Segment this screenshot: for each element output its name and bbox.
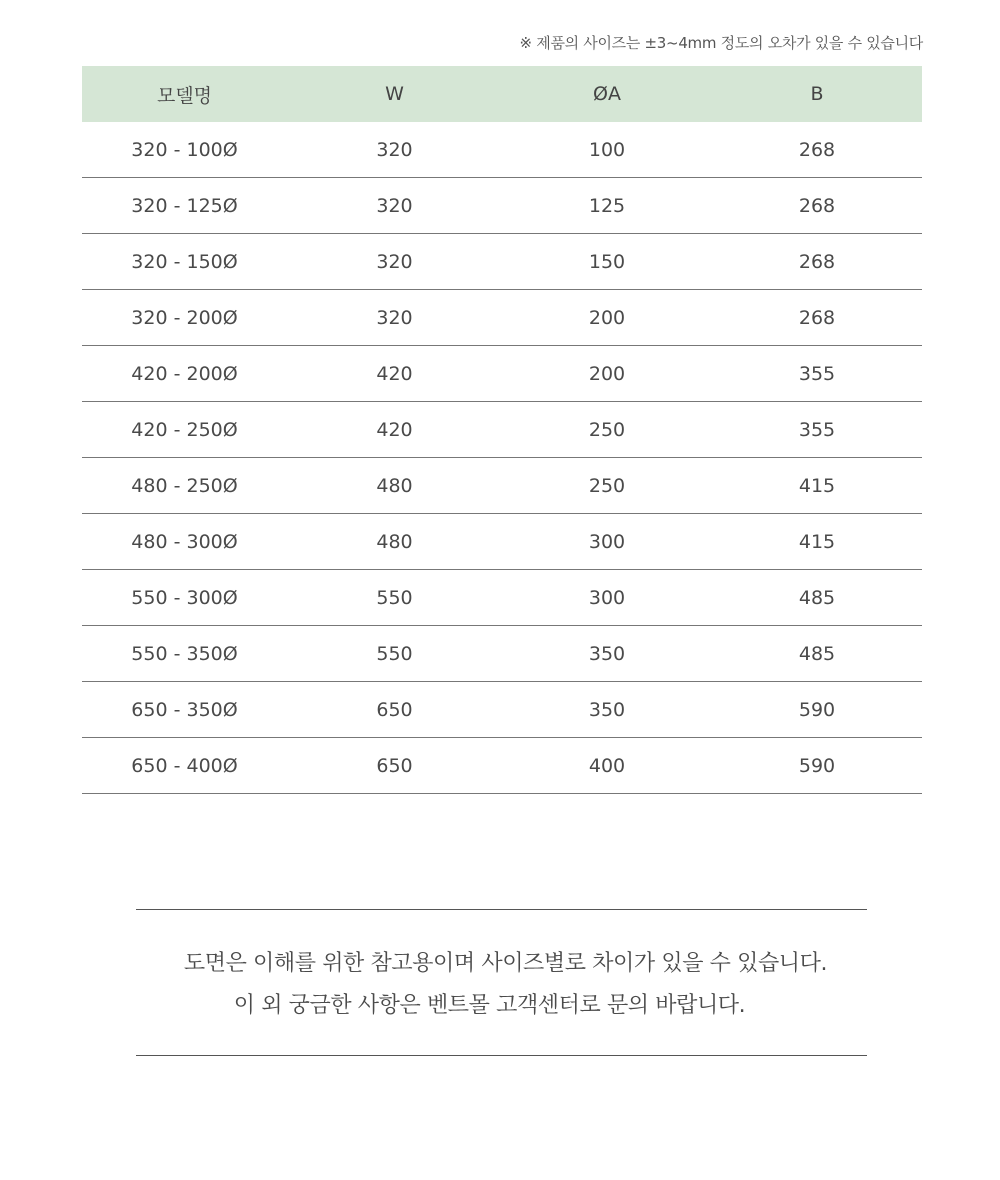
cell-model: 320 - 125Ø — [82, 178, 287, 234]
cell-b: 268 — [712, 178, 922, 234]
cell-a: 250 — [502, 458, 712, 514]
cell-a: 200 — [502, 290, 712, 346]
cell-w: 480 — [287, 514, 502, 570]
cell-model: 480 - 250Ø — [82, 458, 287, 514]
cell-a: 125 — [502, 178, 712, 234]
cell-model: 650 - 400Ø — [82, 738, 287, 794]
cell-b: 268 — [712, 290, 922, 346]
cell-a: 250 — [502, 402, 712, 458]
cell-a: 350 — [502, 626, 712, 682]
table-row — [82, 122, 922, 178]
table-row — [82, 402, 922, 458]
cell-w: 320 — [287, 290, 502, 346]
cell-model: 420 - 250Ø — [82, 402, 287, 458]
cell-b: 485 — [712, 626, 922, 682]
cell-a: 150 — [502, 234, 712, 290]
cell-b: 355 — [712, 402, 922, 458]
table-row — [82, 346, 922, 402]
notice-divider-bottom — [136, 1055, 867, 1056]
cell-b: 415 — [712, 514, 922, 570]
column-header-w: W — [287, 66, 502, 122]
cell-model: 550 - 300Ø — [82, 570, 287, 626]
table-row — [82, 570, 922, 626]
cell-w: 650 — [287, 738, 502, 794]
cell-b: 485 — [712, 570, 922, 626]
table-row — [82, 626, 922, 682]
cell-model: 650 - 350Ø — [82, 682, 287, 738]
notice-line-2: 이 외 궁금한 사항은 벤트몰 고객센터로 문의 바랍니다. — [233, 993, 746, 1018]
table-row — [82, 514, 922, 570]
column-header-b: B — [712, 66, 922, 122]
cell-b: 590 — [712, 682, 922, 738]
cell-b: 355 — [712, 346, 922, 402]
table-row — [82, 178, 922, 234]
cell-b: 268 — [712, 122, 922, 178]
cell-model: 420 - 200Ø — [82, 346, 287, 402]
cell-w: 420 — [287, 346, 502, 402]
spec-table — [82, 66, 922, 794]
cell-b: 268 — [712, 234, 922, 290]
cell-b: 590 — [712, 738, 922, 794]
cell-w: 320 — [287, 178, 502, 234]
cell-a: 300 — [502, 514, 712, 570]
table-row — [82, 234, 922, 290]
cell-model: 550 - 350Ø — [82, 626, 287, 682]
cell-a: 100 — [502, 122, 712, 178]
cell-w: 420 — [287, 402, 502, 458]
column-header-a: ØA — [502, 66, 712, 122]
column-header-model: 모델명 — [82, 66, 287, 122]
cell-w: 320 — [287, 122, 502, 178]
cell-a: 300 — [502, 570, 712, 626]
table-row — [82, 458, 922, 514]
cell-model: 480 - 300Ø — [82, 514, 287, 570]
spec-table-body — [82, 122, 922, 794]
cell-model: 320 - 150Ø — [82, 234, 287, 290]
cell-w: 480 — [287, 458, 502, 514]
notice-line-1: 도면은 이해를 위한 참고용이며 사이즈별로 차이가 있을 수 있습니다. — [183, 951, 828, 976]
cell-model: 320 - 200Ø — [82, 290, 287, 346]
cell-a: 400 — [502, 738, 712, 794]
cell-b: 415 — [712, 458, 922, 514]
table-row — [82, 738, 922, 794]
table-row — [82, 290, 922, 346]
cell-w: 320 — [287, 234, 502, 290]
size-tolerance-note: ※ 제품의 사이즈는 ±3~4mm 정도의 오차가 있을 수 있습니다 — [519, 34, 923, 52]
cell-model: 320 - 100Ø — [82, 122, 287, 178]
cell-w: 550 — [287, 626, 502, 682]
notice-divider-top — [136, 909, 867, 910]
cell-a: 350 — [502, 682, 712, 738]
cell-w: 650 — [287, 682, 502, 738]
spec-table-header — [82, 66, 922, 122]
cell-a: 200 — [502, 346, 712, 402]
table-row — [82, 682, 922, 738]
cell-w: 550 — [287, 570, 502, 626]
